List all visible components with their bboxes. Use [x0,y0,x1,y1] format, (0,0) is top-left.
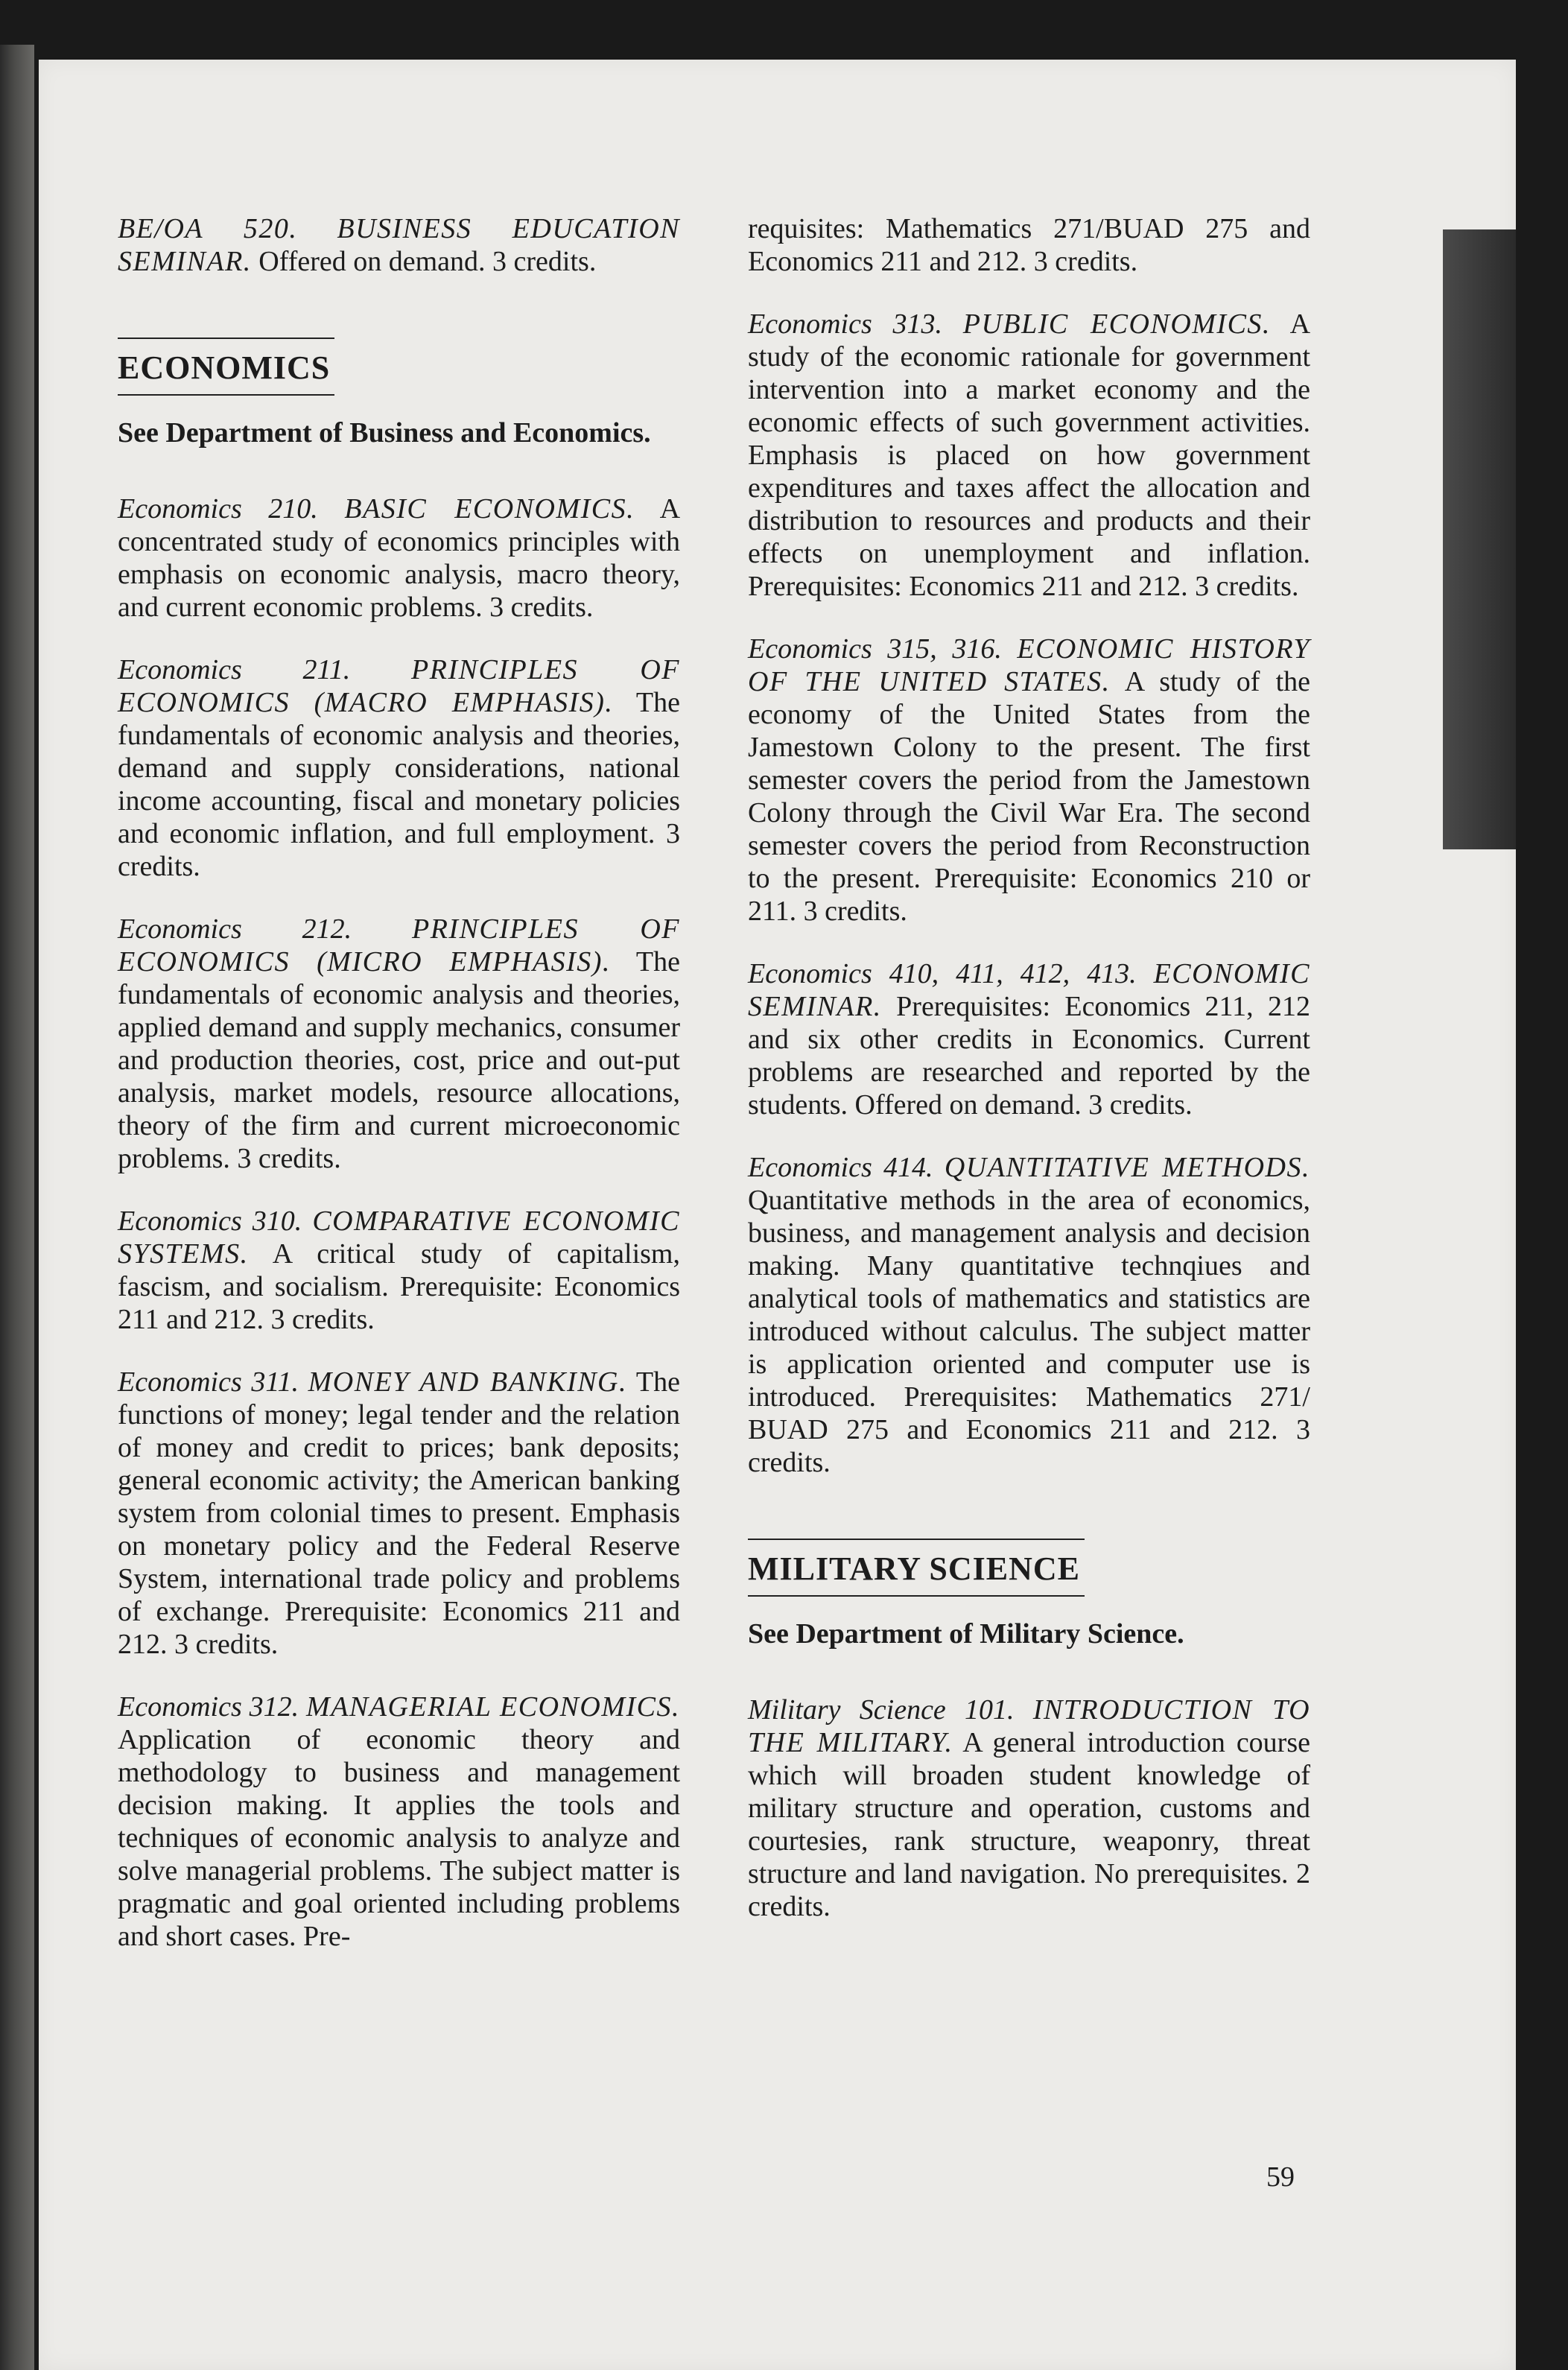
course-description: A study of the economic rationale for government intervention into a market economy and the economic effects of such government activities. Emphasis is placed on how government expenditures and taxes affect the allocation and distribution to resources and products and their effects on unemployment and inflation. Prerequisites: Economics 211 and 212. 3 credits. [748,308,1311,602]
course-description: A critical study of capitalism, fascism, and socialism. Prerequisite: Economics 211 and 212. 3 credits. [118,1238,680,1335]
course-title: INTRODUCTION TO THE MILITARY. [748,1694,1311,1758]
see-department-note: See Department of Business and Economics. [118,417,651,449]
course-description: A study of the economy of the United States from the Jamestown Colony to the present. The first semester covers the period from the Jamestown Colony through the Civil War Era. The second semester covers the period from Reconstruction to the present. Prerequisite: Economics 210 or 211. 3 credits. [748,666,1310,927]
course-entry [748,633,1310,928]
course-code: Economics 414. [748,1152,933,1183]
course-entry [748,1693,1310,1923]
course-description: The functions of money; legal tender and the relation of money and credit to prices; bank deposits; general economic activity; the American banking system from colonial times to present. Emphasis on monetary policy and the Federal Reserve System, international trade policy and problems of exchange. Prerequisite: Economics 211 and 212. 3 credits. [118,1366,680,1660]
course-entry [118,1366,680,1661]
course-title: COMPARATIVE ECONOMIC SYSTEMS. [118,1205,681,1270]
course-title: BASIC ECONOMICS. [344,493,635,525]
course-description: Quantitative methods in the area of economics, business, and management analysis and decision making. Many quantitative technqiues and analytical tools of mathematics and statistics are introduced without calculus. The subject matter is application oriented and computer use is introduced. Prerequisites: Mathematics 271/ BUAD 275 and Economics 211 and 212. 3 credits. [748,1185,1310,1478]
page-number: 59 [1266,2161,1295,2193]
course-entry [118,913,680,1175]
book-spine-shadow [0,45,34,2370]
course-description: Application of economic theory and methodology to business and management decision making. It applies the tools and techniques of economic analysis to analyze and solve managerial problems. The subject matter is pragmatic and goal oriented including problems and short cases. Pre- [118,1724,680,1952]
continued-text: requisites: Mathematics 271/BUAD 275 and Economics 211 and 212. 3 credits. [748,213,1310,277]
course-code: Economics 211. [118,654,351,685]
left-column [118,212,680,1983]
course-title: QUANTITATIVE METHODS. [944,1152,1311,1183]
course-code: Economics 212. [118,913,352,945]
course-title: PRINCIPLES OF ECONOMICS (MICRO EMPHASIS). [118,913,680,978]
course-code: Economics 313. [748,308,942,340]
section-thumb-tab [1443,229,1516,849]
course-code: Economics 311. [118,1366,299,1398]
course-title: PRINCIPLES OF ECONOMICS (MACRO EMPHASIS). [118,654,680,718]
course-code: Economics 410, 411, 412, 413. [748,958,1137,989]
course-title: MONEY AND BANKING. [308,1366,627,1398]
course-entry [748,308,1310,603]
course-description: The fundamentals of economic analysis and theories, applied demand and supply mechanics, consumer and production theories, cost, price and out-put analysis, market models, resource allocations, theory of the firm and current microeconomic problems. 3 credits. [118,946,680,1174]
course-description: A general introduction course which will broaden student knowledge of military structure and operation, customs and courtesies, rank structure, weaponry, threat structure and land navigation. No prerequisites. 2 credits. [748,1727,1310,1922]
section-heading-economics: ECONOMICS [118,338,334,396]
course-description: Offered on demand. 3 credits. [258,246,597,277]
course-title: ECONOMIC SEMINAR. [748,958,1311,1022]
section-heading-military-science: MILITARY SCIENCE [748,1539,1085,1597]
course-code: Military Science 101. [748,1694,1015,1726]
course-code: Economics 312. [118,1691,299,1723]
course-entry [118,1205,680,1336]
course-code: Economics 310. [118,1205,302,1237]
course-entry [118,492,680,624]
course-entry [118,1691,680,1953]
course-description: The fundamentals of economic analysis and theories, demand and supply considerations, national income accounting, fiscal and monetary policies and economic inflation, and full employment. 3 credits. [118,687,680,882]
course-entry [118,653,680,883]
course-code: Economics 315, 316. [748,633,1002,665]
course-description: Prerequisites: Economics 211, 212 and six other credits in Economics. Current problems are researched and reported by the students. Offered on demand. 3 credits. [748,991,1310,1121]
course-entry-beoa-520 [118,212,680,278]
course-title: ECONOMIC HISTORY OF THE UNITED STATES. [748,633,1311,697]
course-description: A concentrated study of economics principles with emphasis on economic analysis, macro theory, and current economic problems. 3 credits. [118,493,681,623]
course-code: BE/OA 520. [118,213,298,244]
see-department-note: See Department of Military Science. [748,1618,1184,1650]
right-column [748,212,1310,1953]
course-title: BUSINESS EDUCATION SEMINAR. [118,213,680,277]
course-entry [748,1151,1310,1479]
course-entry [748,957,1310,1121]
course-code: Economics 210. [118,493,318,525]
course-title: PUBLIC ECONOMICS. [962,308,1271,340]
course-title: MANAGERIAL ECONOMICS. [306,1691,680,1723]
